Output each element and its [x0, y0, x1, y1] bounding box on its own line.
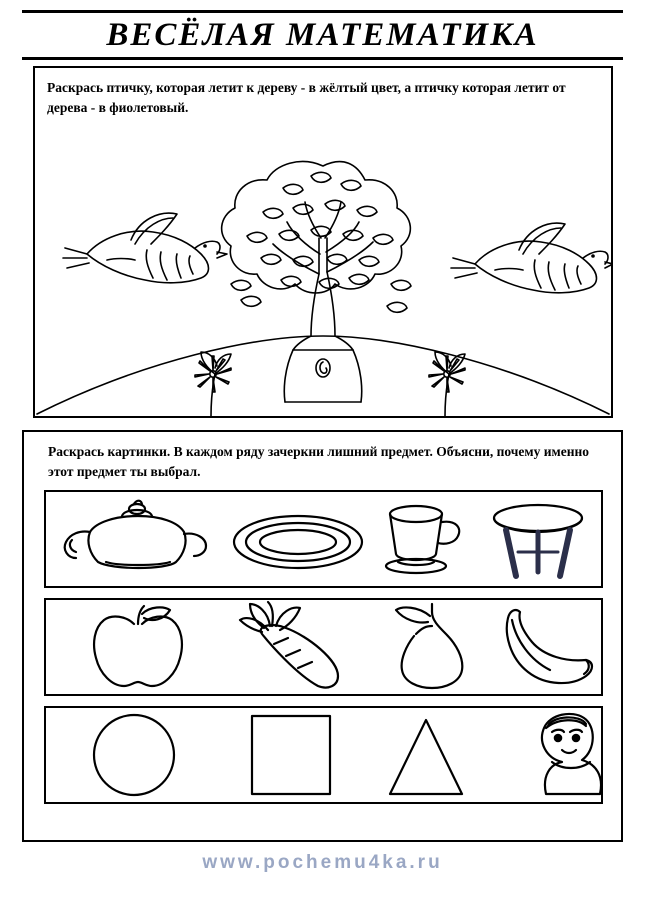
- stool-item: [494, 505, 582, 576]
- cup-item: [386, 506, 459, 573]
- task-2-row-dishes: [44, 490, 603, 588]
- apple-item: [94, 606, 182, 686]
- flower-left: [195, 352, 231, 416]
- carrot-item: [240, 602, 338, 688]
- task-1-instruction: Раскрась птичку, которая летит к дереву - в жёлтый цвет, а птичку которая летит от дерева - в фиолетовый.: [47, 80, 566, 115]
- circle-item: [94, 715, 174, 795]
- bird-right: [451, 223, 611, 293]
- banana-item: [507, 610, 592, 683]
- page-title-banner: [22, 10, 623, 60]
- page-title: ВЕСЁЛАЯ МАТЕМАТИКА: [106, 16, 539, 53]
- tree-leaves: [231, 172, 411, 312]
- matryoshka-item: [542, 714, 601, 794]
- triangle-item: [390, 720, 462, 794]
- tree: [222, 162, 411, 402]
- task-2-instruction: Раскрась картинки. В каждом ряду зачеркни лишний предмет. Объясни, почему именно этот предмет ты выбрал.: [48, 444, 589, 479]
- bird-left: [63, 213, 227, 283]
- task-2-panel: [22, 430, 623, 842]
- bird-tree-scene: [35, 68, 611, 416]
- pear-item: [396, 604, 462, 688]
- task-2-row-shapes: [44, 706, 603, 804]
- task-1-panel: [33, 66, 613, 418]
- teapot-item: [65, 501, 206, 568]
- task-2-row-food: [44, 598, 603, 696]
- square-item: [252, 716, 330, 794]
- plate-item: [234, 516, 362, 568]
- flower-right: [429, 352, 465, 416]
- footer-watermark: www.pochemu4ka.ru: [202, 852, 443, 873]
